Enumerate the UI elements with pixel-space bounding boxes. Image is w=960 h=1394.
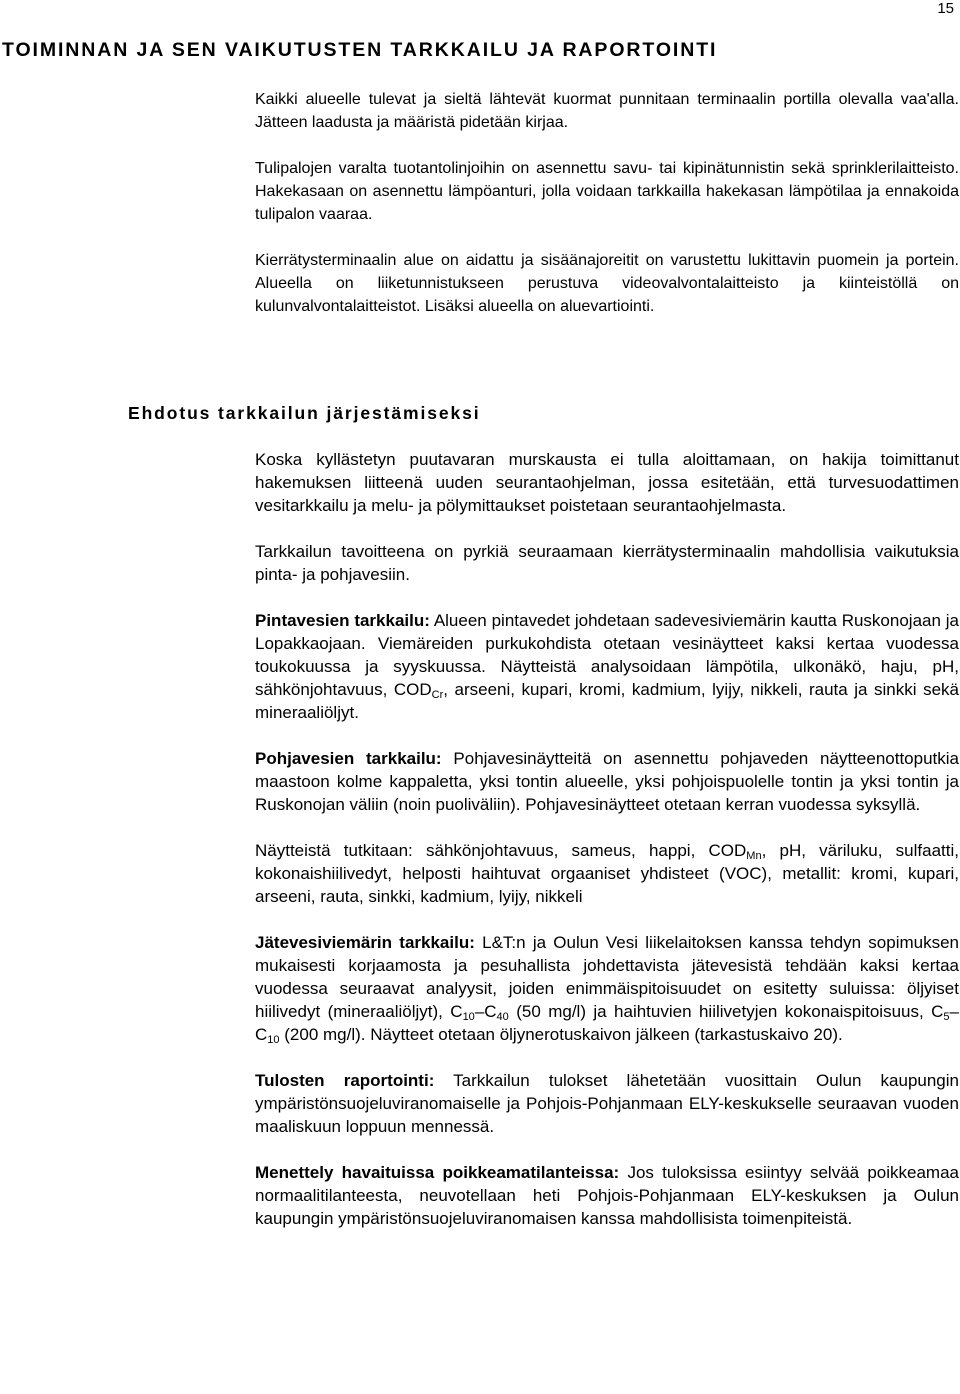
sewer-text-a: L&T:n ja Oulun Vesi liikelaitoksen kanssa tehdyn sopimuksen mukaisesti korjaamosta ja pesuhallista johdettavista jätevesistä tehdään kaksi kertaa vuodessa seuraavat analyysit, joiden enimmäispitoisuudet on esitetty suluissa: öljyiset hiilivedyt (mineraaliöljyt), C — [255, 933, 959, 1021]
deviation-label: Menettely havaituissa poikkeamatilanteissa: — [255, 1163, 620, 1182]
sewer-dash-2: –C — [255, 1002, 960, 1044]
sewer-label: Jätevesiviemärin tarkkailu: — [255, 933, 475, 952]
page-number: 15 — [937, 0, 954, 17]
surface-water-label: Pintavesien tarkkailu: — [255, 611, 430, 630]
paragraph-security: Kierrätysterminaalin alue on aidattu ja sisäänajoreitit on varustettu lukittavin puomein ja portein. Alueella on liiketunnistukseen perustuva videovalvontalaitteisto ja kiinteistöllä on kulunvalvontalaitteistot. Lisäksi alueella on aluevartiointi. — [255, 252, 959, 315]
intro-section — [255, 88, 959, 318]
c40-subscript: 40 — [496, 1011, 509, 1023]
paragraph-reporting — [255, 1069, 959, 1138]
paragraph-groundwater — [255, 747, 959, 816]
paragraph-monitoring-program: Koska kyllästetyn puutavaran murskausta ei tulla aloittamaan, on hakija toimittanut hakemuksen liitteenä uuden seurantaohjelman, jossa esitetään, että turvesuodattimen vesitarkkailu ja melu- ja pölymittaukset poistetaan seurantaohjelmasta. — [255, 450, 959, 515]
paragraph-surface-water — [255, 609, 959, 724]
c5-subscript: 5 — [943, 1011, 950, 1023]
paragraph-sample-analysis — [255, 839, 959, 908]
sewer-text-b: (50 mg/l) ja haihtuvien hiilivetyjen kokonaispitoisuus, C — [508, 1002, 944, 1021]
deviation-text: Jos tuloksissa esiintyy selvää poikkeamaa normaalitilanteesta, neuvotellaan heti Pohjois-Pohjanmaan ELY-keskuksen ja Oulun kaupungin ympäristönsuojeluviranomaisen kanssa mahdollisista toimenpiteistä. — [255, 1163, 960, 1228]
c10b-subscript: 10 — [267, 1034, 280, 1046]
surface-water-text-b: , arseeni, kupari, kromi, kadmium, lyijy, nikkeli, rauta ja sinkki sekä mineraaliöljyt. — [255, 680, 959, 722]
samples-text-a: Näytteistä tutkitaan: sähkönjohtavuus, sameus, happi, COD — [255, 841, 747, 860]
reporting-label: Tulosten raportointi: — [255, 1071, 435, 1090]
sewer-text-c: (200 mg/l). Näytteet otetaan öljynerotuskaivon jälkeen (tarkastuskaivo 20). — [279, 1025, 843, 1044]
cod-cr-subscript: Cr — [431, 689, 444, 701]
paragraph-fire-safety: Tulipalojen varalta tuotantolinjoihin on asennettu savu- tai kipinätunnistin sekä sprinklerilaitteisto. Hakekasaan on asennettu lämpöanturi, jolla voidaan tarkkailla hakekasan lämpötilaa ja ennakoida tulipalon vaaraa. — [255, 160, 959, 223]
proposal-section — [255, 448, 959, 1230]
surface-water-text-a: Alueen pintavedet johdetaan sadevesiviemärin kautta Ruskonojaan ja Lopakkaojaan. Viemäreiden purkukohdista otetaan vesinäytteet kaksi kertaa vuodessa toukokuussa ja syyskuussa. Näytteistä analysoidaan lämpötila, ulkonäkö, haju, pH, sähkönjohtavuus, COD — [255, 611, 959, 699]
c10-subscript: 10 — [462, 1011, 475, 1023]
paragraph-weighing: Kaikki alueelle tulevat ja sieltä lähtevät kuormat punnitaan terminaalin portilla olevalla vaa'alla. Jätteen laadusta ja määristä pidetään kirjaa. — [255, 91, 959, 131]
groundwater-label: Pohjavesien tarkkailu: — [255, 749, 442, 768]
groundwater-text: Pohjavesinäytteitä on asennettu pohjaveden näytteenottoputkia maastoon kolme kappaletta, yksi tontin alueelle, yksi pohjoispuolelle tontin ja yksi tontin ja Ruskonojan väliin (noin puoliväliin). Pohjavesinäytteet otetaan kerran vuodessa syksyllä. — [255, 749, 960, 814]
paragraph-sewer — [255, 931, 959, 1046]
samples-text-b: , pH, väriluku, sulfaatti, kokonaishiilivedyt, helposti haihtuvat orgaaniset yhdisteet (VOC), metallit: kromi, kupari, arseeni, rauta, sinkki, kadmium, lyijy, nikkeli — [255, 841, 959, 906]
section-heading: TOIMINNAN JA SEN VAIKUTUSTEN TARKKAILU JA RAPORTOINTI — [2, 39, 718, 61]
reporting-text: Tarkkailun tulokset lähetetään vuosittain Oulun kaupungin ympäristönsuojeluviranomaiselle ja Pohjois-Pohjanmaan ELY-keskukselle seuraavan vuoden maaliskuun loppuun mennessä. — [255, 1071, 959, 1136]
subsection-heading: Ehdotus tarkkailun järjestämiseksi — [128, 403, 481, 423]
paragraph-deviation — [255, 1161, 959, 1230]
paragraph-monitoring-goal: Tarkkailun tavoitteena on pyrkiä seuraamaan kierrätysterminaalin mahdollisia vaikutuksia pinta- ja pohjavesiin. — [255, 542, 959, 584]
cod-mn-subscript: Mn — [746, 850, 762, 862]
sewer-dash-1: –C — [474, 1002, 497, 1021]
